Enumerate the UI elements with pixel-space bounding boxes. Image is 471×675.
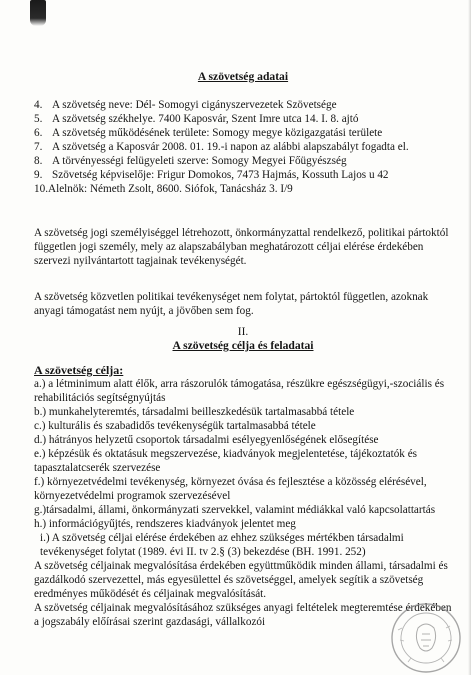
cooperation-paragraph: A szövetség céljainak megvalósítása érdekében együttműködik minden állami, társadalmi és gazdálkodó szervezettel, más egyesülettel és szövetséggel, amelyek segítik a szövetség eredményes működését és céljainak megvalósítását.	[34, 560, 448, 600]
section-number: II.	[237, 326, 249, 338]
item-text: A szövetség székhelye. 7400 Kaposvár, Szent Imre utca 14. I. 8. ajtó	[52, 113, 359, 125]
goal-item: b.) munkahelyteremtés, társadalmi beilleszkedésük tartalmasabbá tétele	[34, 406, 355, 418]
funding-paragraph: A szövetség céljainak megvalósításához szükséges anyagi feltételek megteremtése érdekében a jogszabály előírásai szerint gazdasági, vállalkozói	[34, 602, 452, 628]
item-number: 7.	[34, 141, 43, 153]
item-number: 6.	[34, 127, 43, 139]
goal-item: h.) információgyűjtés, rendszeres kiadványok jelentet meg	[34, 518, 296, 530]
list-item	[34, 182, 452, 196]
goal-item: e.) képzésük és oktatásuk megszervezése, kiadványok megjelentetése, tájékoztatók és tapasztalatcserék szervezése	[34, 448, 418, 474]
list-item	[34, 168, 452, 182]
association-data-list	[34, 98, 452, 196]
item-number: 9.	[34, 169, 43, 181]
item-text: A törvényességi felügyeleti szerve: Somogy Megyei Főügyészség	[52, 155, 347, 167]
list-item	[34, 126, 452, 140]
item-text: A szövetség a Kaposvár 2008. 01. 19.-i napon az alábbi alapszabályt fogadta el.	[52, 141, 409, 153]
scan-smudge	[30, 0, 46, 26]
goal-item: d.) hátrányos helyzetű csoportok társadalmi esélyegyenlőségének elősegítése	[34, 434, 379, 446]
item-number: 8.	[34, 155, 43, 167]
item-text: Szövetség képviselője: Frigur Domokos, 7473 Hajmás, Kossuth Lajos u 42	[52, 169, 389, 181]
goal-item: i.) A szövetség céljai elérése érdekében az ehhez szükséges mértékben társadalmi tevékenységet folytat (1989. évi II. tv 2.§ (3) bekezdése (BH. 1991. 252)	[40, 532, 404, 558]
goal-item: c.) kulturális és szabadidős tevékenységük tartalmasabbá tétele	[34, 420, 316, 432]
round-seal-stamp-icon	[388, 600, 464, 675]
list-item	[34, 154, 452, 168]
goals-list	[34, 377, 454, 629]
document-title: A szövetség adatai	[197, 70, 289, 83]
item-number: 4.	[34, 99, 43, 111]
goal-item: g.)társadalmi, állami, önkormányzati szervekkel, valamint médiákkal való kapcsolattartás	[34, 504, 436, 516]
item-text: Alelnök: Németh Zsolt, 8600. Siófok, Tanácsház 3. I/9	[48, 183, 293, 195]
political-neutrality-paragraph: A szövetség közvetlen politikai tevékenységet nem folytat, pártoktól független, azoknak anyagi támogatást nem nyújt, a jövőben sem fog.	[34, 291, 429, 317]
item-text: A szövetség működésének területe: Somogy megye közigazgatási területe	[52, 127, 383, 139]
list-item	[34, 140, 452, 154]
item-number: 5.	[34, 113, 43, 125]
list-item	[34, 112, 452, 126]
section-title: A szövetség célja és feladatai	[172, 339, 314, 352]
goal-item: a.) a létminimum alatt élők, arra rászorulók támogatása, részükre egészségügyi,-szociális és rehabilitációs segítségnyújtás	[34, 378, 445, 404]
legal-status-paragraph: A szövetség jogi személyiséggel létrehozott, önkormányzattal rendelkező, politikai pártoktól független jogi személy, mely az alapszabályban meghatározott céljai elérése érdekében szervezi nyilvántartott tagjainak tevékenységét.	[34, 227, 449, 267]
item-text: A szövetség neve: Dél- Somogyi cigányszervezetek Szövetsége	[52, 99, 337, 111]
goal-item: f.) környezetvédelmi tevékenység, környezet óvása és fejlesztése a közösség elérésével, környezetvédelmi programok szervezésével	[34, 476, 427, 502]
list-item	[34, 98, 452, 112]
goals-heading: A szövetség célja:	[34, 363, 124, 377]
item-number: 10.	[34, 183, 48, 195]
